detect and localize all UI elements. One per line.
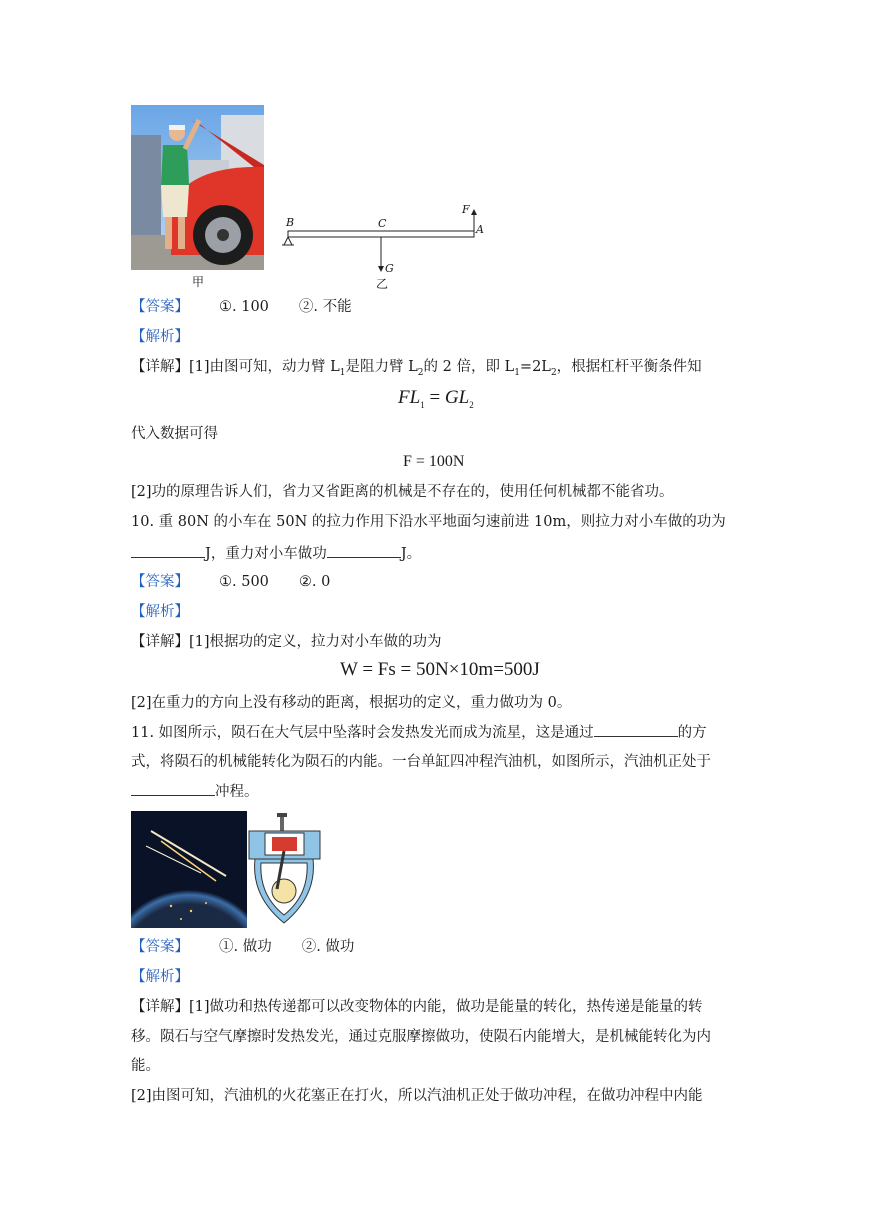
- label-c: C: [378, 217, 387, 230]
- answer-blank: [327, 543, 401, 558]
- q9-detail-2: [2]功的原理告诉人们，省力又省距离的机械是不存在的，使用任何机械都不能省功。: [131, 484, 674, 500]
- detail-text: [1]做功和热传递都可以改变物体的内能，做功是能量的转化，热传递是能量的转: [189, 999, 703, 1015]
- detail-tag: 【详解】: [131, 999, 189, 1015]
- q10-answer: [131, 572, 330, 592]
- q10-detail-1: [131, 632, 442, 652]
- question-text: 11. 如图所示，陨石在大气层中坠落时会发热发光而成为流星，这是通过: [131, 725, 594, 741]
- answer-tag: 【答案】: [131, 574, 189, 590]
- label-a: A: [476, 223, 484, 236]
- engine-diagram: [247, 811, 322, 928]
- answer-1: ①. 100: [219, 299, 269, 315]
- label-b: B: [286, 216, 295, 229]
- answer-blank: [131, 543, 205, 558]
- answer-blank: [594, 722, 678, 737]
- detail-tag: 【详解】: [131, 634, 189, 650]
- answer-2: ②. 不能: [298, 299, 352, 315]
- q11-detail-2: [2]由图可知，汽油机的火花塞正在打火，所以汽油机正处于做功冲程，在做功冲程中内能: [131, 1088, 703, 1104]
- lever-diagram: [282, 200, 492, 290]
- figure-caption-right: 乙: [376, 277, 389, 291]
- question-text: 的方: [677, 725, 707, 741]
- detail-text: [1]根据功的定义，拉力对小车做的功为: [189, 634, 442, 650]
- subscript: 1: [514, 367, 520, 378]
- question-text: J，重力对小车做功: [205, 546, 327, 562]
- formula-force-result: F = 100N: [403, 453, 465, 470]
- label-g: G: [385, 262, 394, 275]
- answer-tag: 【答案】: [131, 299, 189, 315]
- formula-work: W = Fs = 50N×10m=500J: [340, 659, 540, 680]
- q11-detail-1-line-2: 移。陨石与空气摩擦时发热发光，通过克服摩擦做功，使陨石内能增大，是机械能转化为内: [131, 1029, 711, 1045]
- q10-detail-2: [2]在重力的方向上没有移动的距离，根据功的定义，重力做功为 0。: [131, 695, 572, 711]
- answer-1: ①. 500: [219, 574, 269, 590]
- q10-question-line-2: [131, 543, 421, 564]
- q10-analysis-tag: 【解析】: [131, 604, 189, 620]
- detail-text: 是阻力臂 L: [345, 359, 418, 375]
- car-hood-photo: [131, 105, 264, 270]
- subscript: 2: [417, 367, 424, 378]
- answer-2: ②. 0: [298, 574, 331, 590]
- detail-text: 的 2 倍，即 L: [423, 359, 515, 375]
- answer-blank: [131, 781, 215, 796]
- answer-tag: 【答案】: [131, 939, 189, 955]
- answer-2: ②. 做功: [301, 939, 355, 955]
- formula-lever-balance: [398, 387, 474, 410]
- q11-detail-1-line-3: 能。: [131, 1058, 160, 1074]
- question-text: J。: [400, 546, 422, 562]
- q11-detail-1-line-1: [131, 997, 703, 1017]
- detail-text: [1]由图可知，动力臂 L: [189, 359, 340, 375]
- formula-part: FL: [398, 387, 421, 408]
- subscript: 1: [420, 399, 425, 410]
- subscript: 2: [469, 399, 474, 410]
- subscript: 2: [550, 367, 557, 378]
- q9-substitute: 代入数据可得: [131, 426, 218, 442]
- q10-question-line-1: 10. 重 80N 的小车在 50N 的拉力作用下沿水平地面匀速前进 10m，则拉力对小车做的功为: [131, 514, 726, 530]
- subscript: 1: [339, 367, 346, 378]
- q11-answer: [131, 937, 354, 957]
- figure-caption-left: 甲: [192, 275, 205, 289]
- q11-analysis-tag: 【解析】: [131, 969, 189, 985]
- q11-question-line-2: 式，将陨石的机械能转化为陨石的内能。一台单缸四冲程汽油机，如图所示，汽油机正处于: [131, 754, 711, 770]
- detail-text: =2L: [519, 359, 551, 375]
- q11-question-line-3: [131, 781, 259, 802]
- label-f: F: [462, 203, 470, 216]
- q9-detail-1: [131, 357, 702, 383]
- q11-question-line-1: [131, 722, 707, 743]
- answer-1: ①. 做功: [219, 939, 272, 955]
- detail-tag: 【详解】: [131, 359, 189, 375]
- formula-part: =: [424, 387, 445, 408]
- q9-analysis-tag: 【解析】: [131, 329, 189, 345]
- question-text: 冲程。: [215, 784, 259, 800]
- formula-part: GL: [444, 387, 470, 408]
- meteor-photo: [131, 811, 247, 928]
- detail-text: ，根据杠杆平衡条件知: [556, 359, 702, 375]
- q9-answer: [131, 297, 352, 317]
